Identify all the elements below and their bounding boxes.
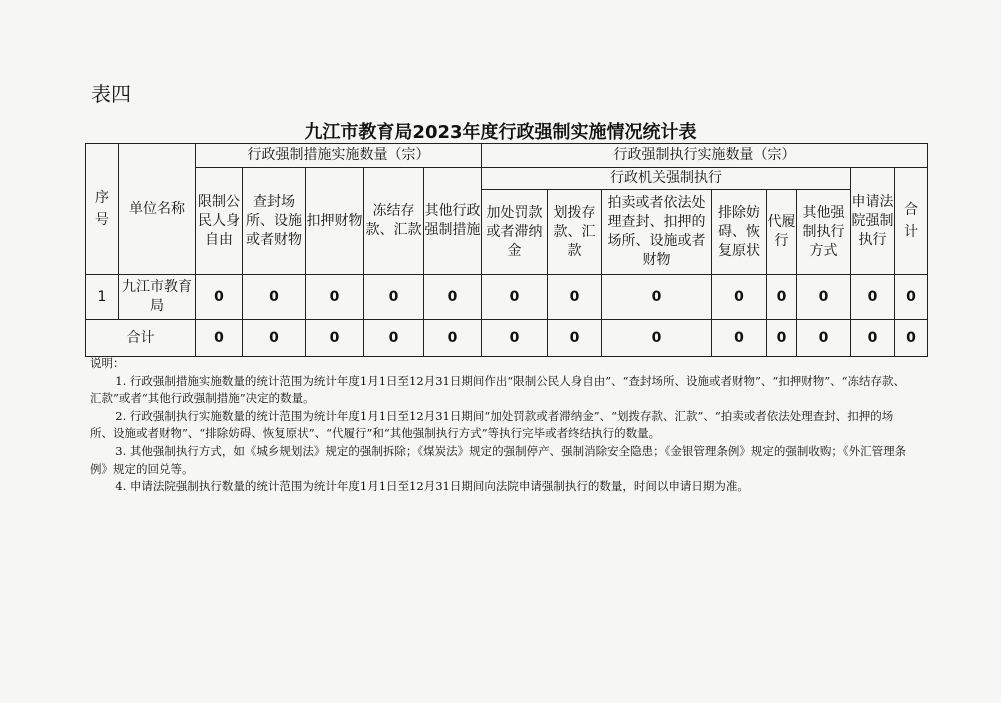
total-value: 0 — [851, 320, 895, 357]
header-total-col: 合计 — [895, 168, 928, 275]
total-value: 0 — [797, 320, 851, 357]
total-value: 0 — [767, 320, 797, 357]
header-court-col: 申请法院强制执行 — [851, 168, 895, 275]
row-value: 0 — [712, 275, 767, 320]
row-value: 0 — [243, 275, 306, 320]
row-value: 0 — [851, 275, 895, 320]
header-agency-col: 排除妨碍、恢复原状 — [712, 190, 767, 275]
header-agency-col: 其他强制执行方式 — [797, 190, 851, 275]
header-measure-col: 其他行政强制措施 — [424, 168, 482, 275]
header-measure-col: 查封场所、设施或者财物 — [243, 168, 306, 275]
total-value: 0 — [306, 320, 364, 357]
total-value: 0 — [196, 320, 243, 357]
row-seq: 1 — [86, 275, 119, 320]
header-agency-group: 行政机关强制执行 — [482, 168, 851, 190]
row-value: 0 — [895, 275, 928, 320]
total-value: 0 — [424, 320, 482, 357]
note-item: 4. 申请法院强制执行数量的统计范围为统计年度1月1日至12月31日期间向法院申请强制执行的数量，时间以申请日期为准。 — [115, 479, 749, 494]
total-value: 0 — [364, 320, 424, 357]
note-item: 3. 其他强制执行方式，如《城乡规划法》规定的强制拆除；《煤炭法》规定的强制停产、强制消除安全隐患；《金银管理条例》规定的强制收购；《外汇管理条例》规定的回兑等。 — [90, 443, 907, 476]
header-measure-col: 限制公民人身自由 — [196, 168, 243, 275]
header-measure-col: 扣押财物 — [306, 168, 364, 275]
row-unit: 九江市教育局 — [119, 275, 196, 320]
header-enforcement-group: 行政强制执行实施数量（宗） — [482, 144, 928, 168]
table-row — [86, 275, 928, 320]
header-seq: 序号 — [86, 144, 119, 275]
total-value: 0 — [548, 320, 602, 357]
notes-heading: 说明： — [90, 356, 125, 370]
table-total-row — [86, 320, 928, 357]
total-value: 0 — [895, 320, 928, 357]
note-item: 1. 行政强制措施实施数量的统计范围为统计年度1月1日至12月31日期间作出“限制公民人身自由”、“查封场所、设施或者财物”、“扣押财物”、“冻结存款、汇款”或者“其他行政强制措施”决定的数量。 — [90, 373, 905, 406]
total-value: 0 — [712, 320, 767, 357]
total-value: 0 — [243, 320, 306, 357]
row-value: 0 — [797, 275, 851, 320]
header-agency-col: 拍卖或者依法处理查封、扣押的场所、设施或者财物 — [602, 190, 712, 275]
page-label: 表四 — [91, 82, 131, 106]
document-title: 九江市教育局2023年度行政强制实施情况统计表 — [304, 122, 697, 143]
total-row-label: 合计 — [86, 320, 196, 357]
note-item: 2. 行政强制执行实施数量的统计范围为统计年度1月1日至12月31日期间“加处罚款或者滞纳金”、“划拨存款、汇款”、“拍卖或者依法处理查封、扣押的场所、设施或者财物”、“排除妨碍、恢复原状”、“代履行”和“其他强制执行方式”等执行完毕或者终结执行的数量。 — [90, 408, 894, 441]
header-unit: 单位名称 — [119, 144, 196, 275]
header-agency-col: 代履行 — [767, 190, 797, 275]
statistics-table — [85, 143, 928, 357]
row-value: 0 — [767, 275, 797, 320]
row-value: 0 — [548, 275, 602, 320]
row-value: 0 — [602, 275, 712, 320]
row-value: 0 — [364, 275, 424, 320]
row-value: 0 — [306, 275, 364, 320]
total-value: 0 — [482, 320, 548, 357]
total-value: 0 — [602, 320, 712, 357]
notes-section — [90, 355, 916, 496]
row-value: 0 — [482, 275, 548, 320]
header-measure-col: 冻结存款、汇款 — [364, 168, 424, 275]
row-value: 0 — [424, 275, 482, 320]
row-value: 0 — [196, 275, 243, 320]
header-measures-group: 行政强制措施实施数量（宗） — [196, 144, 482, 168]
header-agency-col: 加处罚款或者滞纳金 — [482, 190, 548, 275]
header-agency-col: 划拨存款、汇款 — [548, 190, 602, 275]
